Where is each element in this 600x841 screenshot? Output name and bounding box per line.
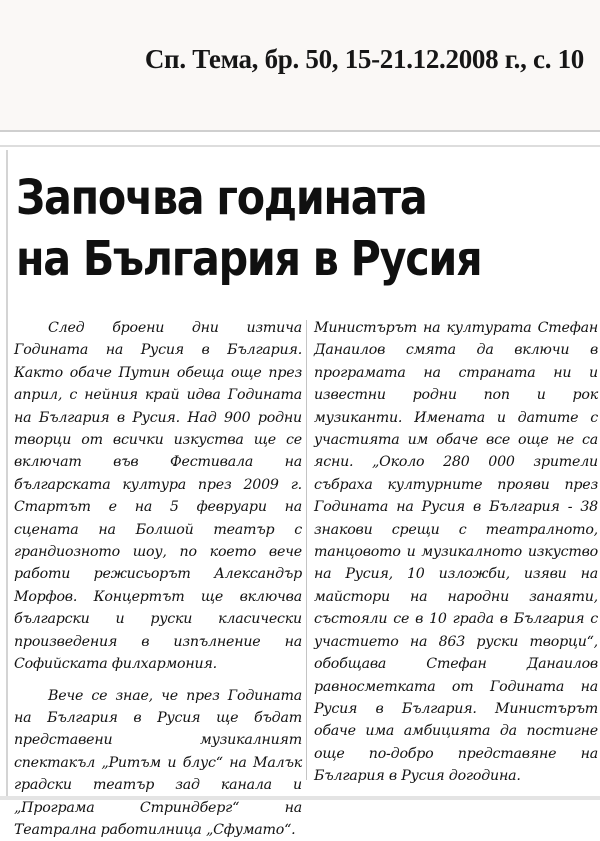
source-band [0, 0, 600, 130]
article-paragraph: След броени дни изтича Годината на Русия в България. Както обаче Путин обеща още през април, с нейния край идва Годината на България в Русия. Над 900 родни творци от всички изкуства ще се включат във Фестивала на българската култура през 2009 г. Стартът е на 5 февруари на сцената на Болшой театър с грандиозното шоу, по което вече работи режисьорът Александър Морфов. Концертът ще включва български и руски класически произведения в изпълнение на Софийската филхармония. [14, 317, 302, 676]
article-paragraph: Вече се знае, че през Годината на България в Русия ще бъдат представени музикалният спектакъл „Ритъм и блус“ на Малък градски театър зад канала и „Програма Стриндберг“ на Театрална работилница „Сфумато“. [14, 685, 302, 841]
scan-edge-bottom [0, 796, 600, 800]
article-column-right [314, 317, 598, 788]
article-headline [16, 168, 515, 290]
headline-line-1: Започва годината [16, 168, 515, 229]
band-divider [0, 130, 600, 132]
source-citation: Сп. Тема, бр. 50, 15-21.12.2008 г., с. 10 [0, 44, 584, 75]
headline-line-2: на България в Русия [16, 229, 515, 290]
scan-edge-left [6, 150, 8, 800]
article-column-left [14, 317, 302, 841]
column-divider [306, 320, 307, 780]
article-paragraph: Министърът на културата Стефан Данаилов смята да включи в програмата на страната ни и известни родни поп и рок музиканти. Имената и датите с участията им обаче все още не са ясни. „Около 280 000 зрители събраха културните прояви през Годината на Русия в България - 38 знакови срещи с театралното, танцовото и музикалното изкуство на Русия, 10 изложби, изяви на майстори на народни занаяти, състояли се в 10 града в България с участието на 863 руски творци“, обобщава Стефан Данаилов равносметката от Годината на Русия в България. Министърът обаче има амбицията да постигне още по-добро представяне на България в Русия догодина. [314, 317, 598, 788]
scan-edge-top [0, 145, 600, 147]
